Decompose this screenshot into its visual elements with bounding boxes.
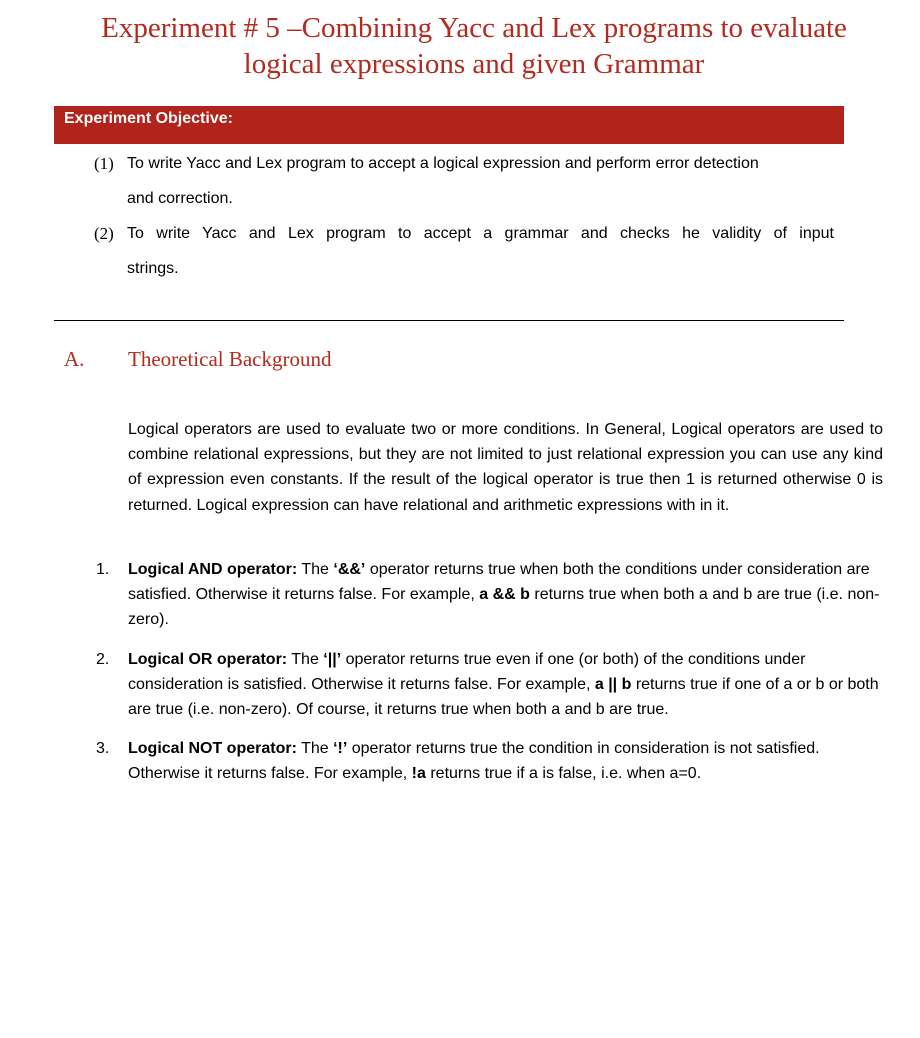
objective-text-line: To write Yacc and Lex program to accept a logical expression and perform error detection [127, 155, 759, 172]
page-title [54, 10, 894, 82]
operator-name: Logical AND operator: [128, 561, 298, 578]
operator-text: The [296, 740, 334, 758]
operator-text: returns true if a is false, i.e. when a=0. [425, 765, 702, 783]
list-number: 3. [96, 740, 110, 758]
operator-example: a && b [479, 586, 530, 604]
operator-text: The [287, 650, 324, 668]
operator-text: The [297, 561, 334, 578]
title-line-1: Experiment # 5 –Combining Yacc and Lex programs to evaluate [101, 12, 847, 44]
operator-description [128, 736, 886, 786]
operator-text: returns true if one of a or b or both are true (i.e. non-zero). Of course, it returns true when both a and b are true. [128, 675, 879, 719]
operator-text: operator returns true even if one (or both) of the conditions under consideration is satisfied. Otherwise it returns false. For example, [128, 650, 806, 693]
objective-heading: Experiment Objective: [64, 110, 233, 127]
operator-symbol: ‘!’ [333, 740, 348, 758]
list-item [94, 647, 884, 723]
operator-description [128, 647, 886, 723]
list-number: 2. [96, 650, 110, 668]
operator-list [94, 557, 884, 801]
operator-description [128, 557, 886, 633]
section-letter: A. [64, 347, 85, 371]
objective-text [127, 216, 834, 286]
list-number: 1. [96, 561, 110, 578]
objective-text [127, 146, 834, 216]
objective-text-line: To write Yacc and Lex program to accept a grammar and checks he validity of input [127, 225, 834, 242]
list-item [94, 736, 884, 786]
section-divider [54, 320, 844, 321]
title-line-2: logical expressions and given Grammar [243, 48, 705, 80]
operator-text: returns true when both a and b are true (i.e. non-zero). [128, 586, 880, 629]
operator-name: Logical OR operator: [128, 650, 288, 668]
operator-symbol: ‘||’ [323, 650, 342, 668]
list-item [94, 557, 884, 633]
operator-example: !a [411, 765, 426, 783]
objective-heading-bar [54, 106, 844, 144]
objective-text-line: strings. [127, 260, 179, 277]
operator-text: operator returns true when both the conditions under consideration are satisfied. Otherwise it returns false. For example, [128, 561, 870, 604]
operator-example: a || b [594, 675, 632, 693]
operator-text: operator returns true the condition in consideration is not satisfied. Otherwise it returns false. For example, [128, 740, 820, 783]
operator-name: Logical NOT operator: [128, 740, 297, 758]
objective-item [54, 216, 844, 286]
intro-paragraph: Logical operators are used to evaluate two or more conditions. In General, Logical operators are used to combine relational expressions, but they are not limited to just relational expression you can use any kind of expression even constants. If the result of the logical operator is true then 1 is returned otherwise 0 is returned. Logical expression can have relational and arithmetic expressions with in it. [128, 421, 883, 514]
objective-number: (2) [94, 224, 114, 243]
objective-text-line: and correction. [127, 190, 233, 207]
objective-list [54, 146, 844, 286]
section-heading: Theoretical Background [128, 347, 332, 371]
objective-number: (1) [94, 154, 114, 173]
objective-item [54, 146, 844, 216]
operator-symbol: ‘&&’ [333, 561, 366, 578]
